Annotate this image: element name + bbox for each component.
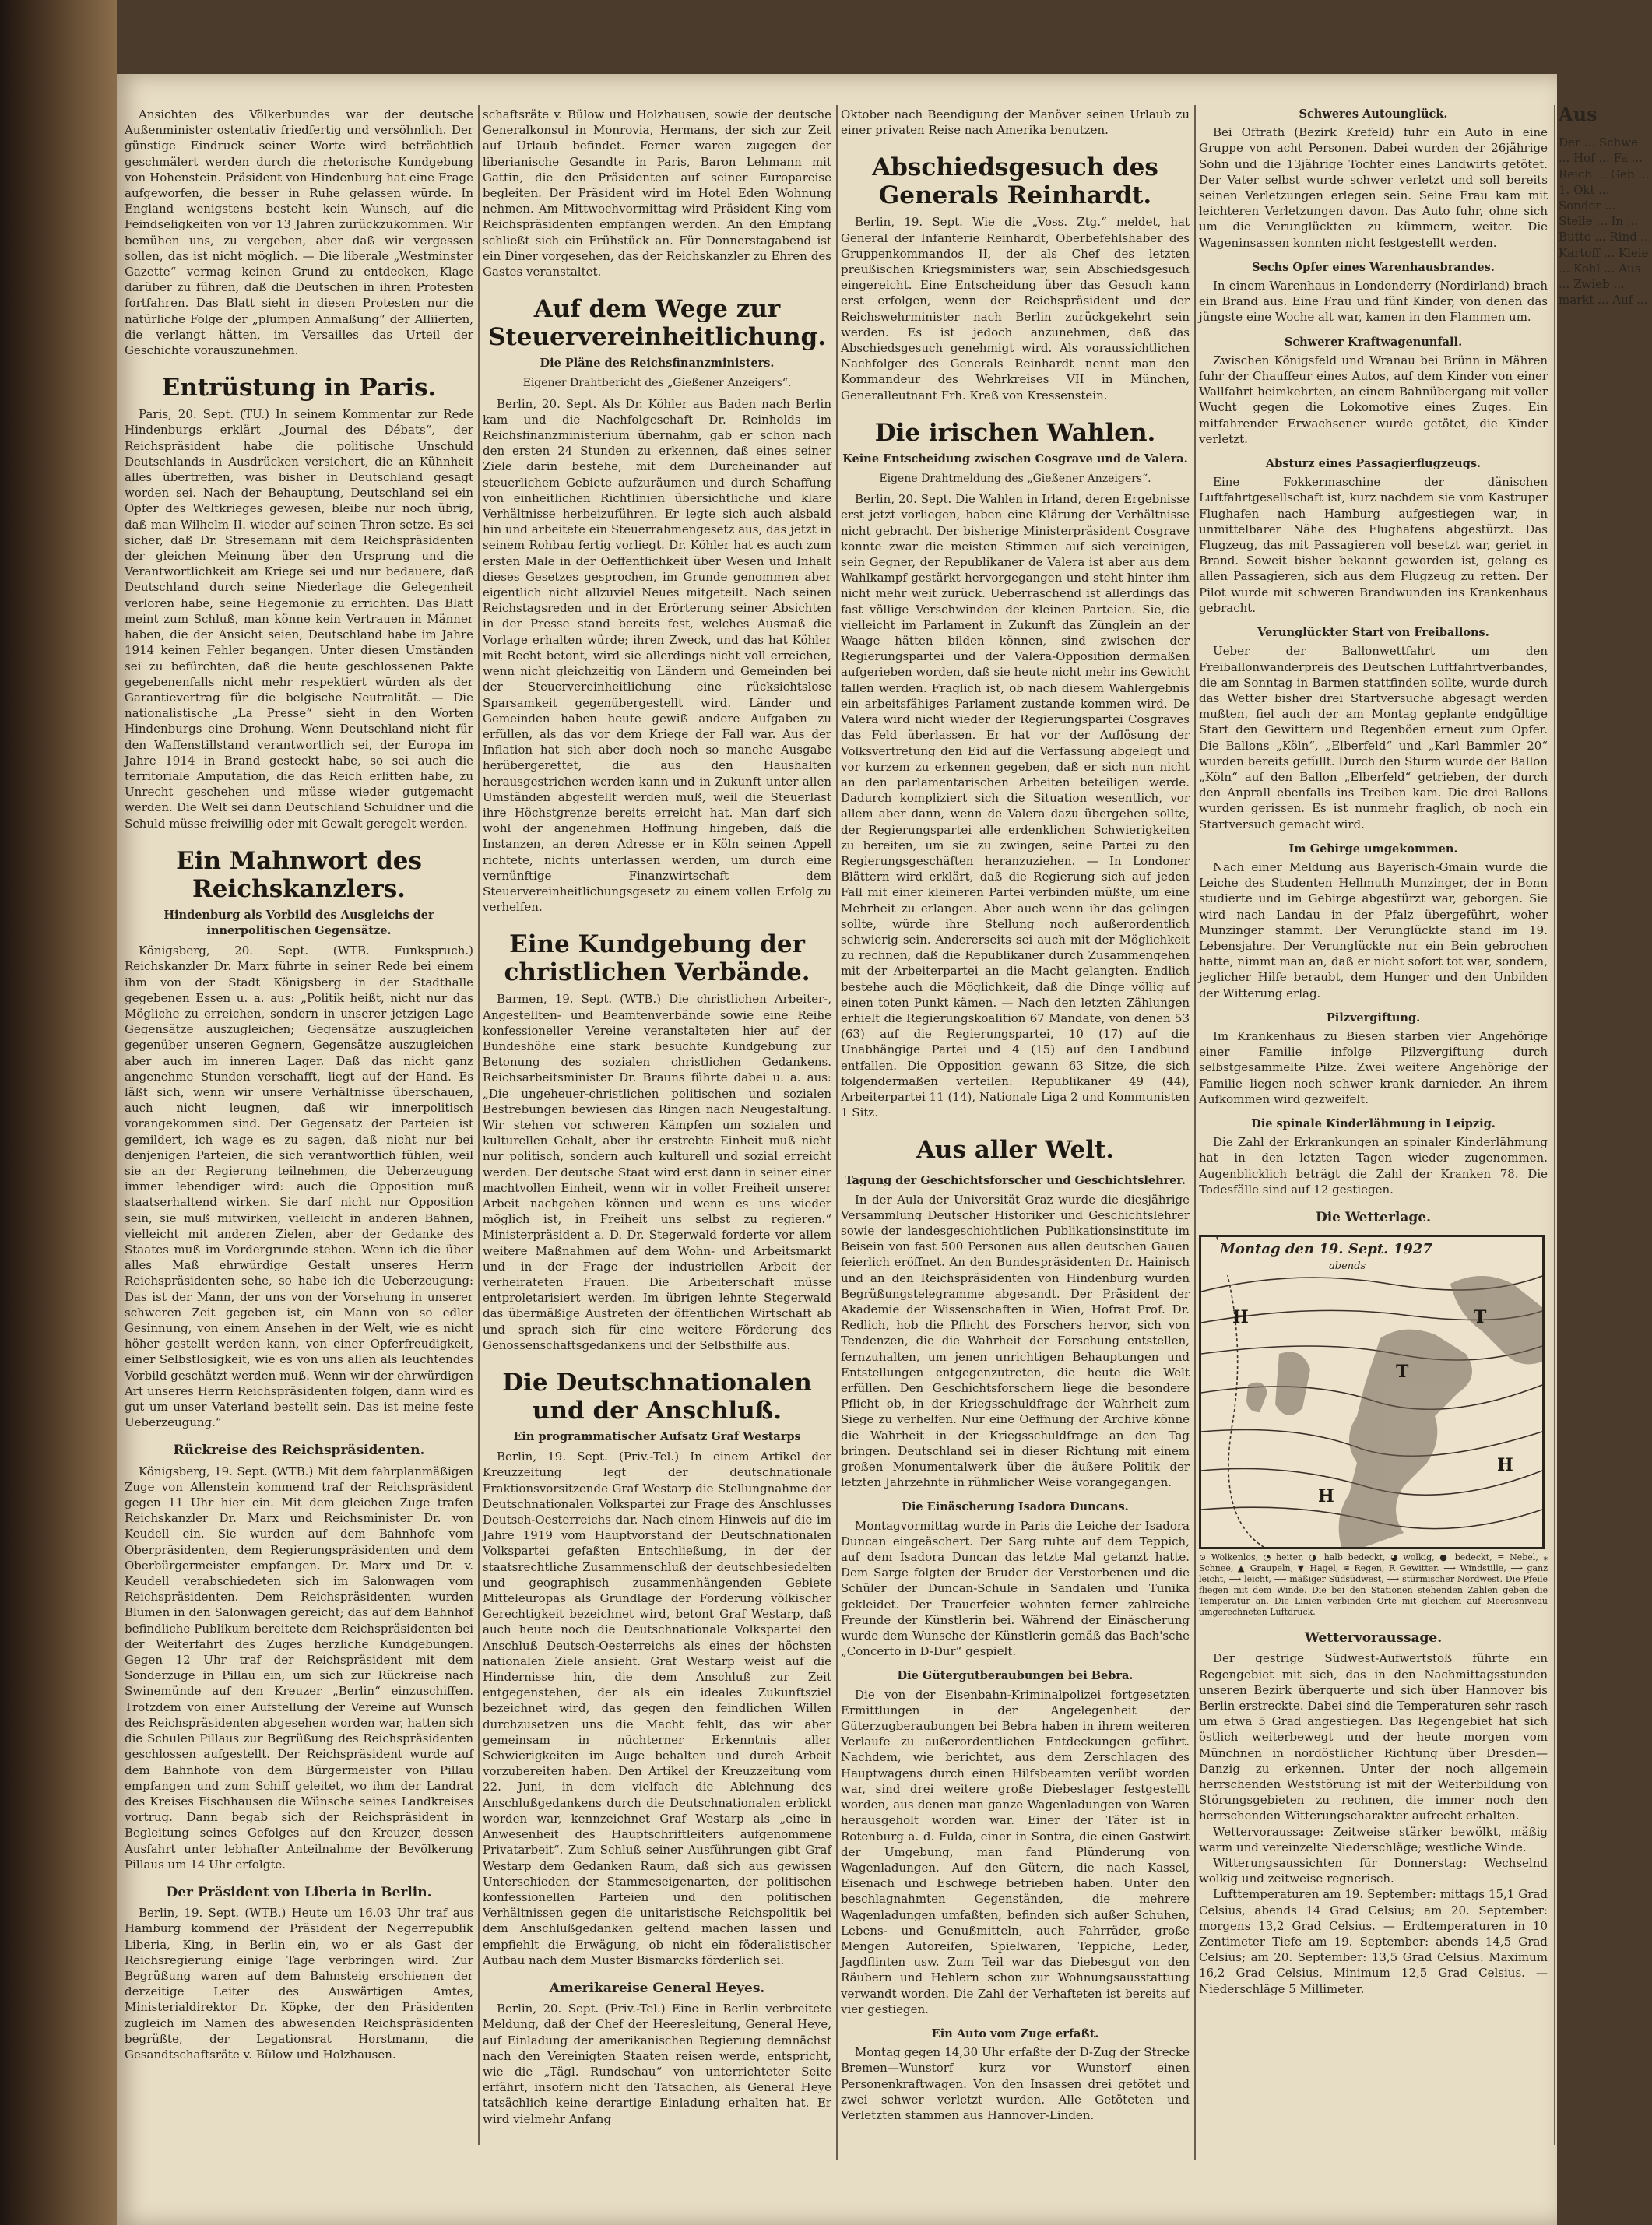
article-text: Paris, 20. Sept. (TU.) In seinem Kommentar zur Rede Hindenburgs erklärt „Journal des Débats“, der Reichspräsident habe die politische Unschuld Deutschlands in Ausdrücken versichert, die an Kühnheit alles übertreffen, was bisher in Deutschland gesagt worden sei. Nach der Behauptung, Deutschland sei ein Opfer des Weltkrieges gewesen, bleibe nur noch übrig, daß man Wilhelm II. wieder auf seinen Thron setze. Es sei sicher, daß Dr. Stresemann mit dem Reichspräsidenten der gleichen Meinung über den Ursprung und die Verantwortlichkeit am Kriege sei und nur bedauere, daß Deutschland durch seine Niederlage die Gelegenheit verloren habe, seine Hegemonie zu errichten. Das Blatt meint zum Schluß, man könne kein Vertrauen in Männer haben, die der Ansicht seien, Deutschland habe im Jahre 1914 keinen Fehler begangen. Unter diesen Umständen sei zu befürchten, daß die heute geschlossenen Pakte gegebenenfalls nicht mehr respektiert würden als der Garantievertrag für die belgische Neutralität. — Die nationalistische „La Presse“ sieht in den Worten Hindenburgs eine Drohung. Wenn Deutschland nicht für den Waffenstillstand verantwortlich sei, der Europa im Jahre 1914 in Brand gesteckt habe, so sei auch die territoriale Amputation, die das Reich erlitten habe, zu Unrecht geschehen und müsse wieder gutgemacht werden. Die Welt sei dann Deutschland Schuldner und die Schuld müsse freiwillig oder mit Gewalt geregelt werden.	[125, 407, 473, 831]
headline: Eine Kundgebung der christlichen Verbände.	[504, 930, 810, 987]
source-line: Eigene Drahtmeldung des „Gießener Anzeigers“.	[879, 473, 1151, 486]
article-text: Ueber der Ballonwettfahrt um den Freiballonwanderpreis des Deutschen Luftfahrtverbandes, die am Sonntag in Barmen stattfinden sollte, wurde durch das Wetter bisher drei Startversuche abgesagt werden mußten, fiel auch der am Montag geplante endgültige Start den Gewittern und Regenböen erneut zum Opfer. Die Ballons „Köln“, „Elberfeld“ und „Karl Bammler 20“ wurden bereits gefüllt. Durch den Sturm wurde der Ballon „Köln“ auf den Ballon „Elberfeld“ getrieben, der durch den Anprall ebenfalls ins Treiben kam. Die drei Ballons wurden gerissen. Es ist nunmehr fraglich, ob noch ein Startversuch gemacht wird.	[1199, 644, 1548, 831]
article-text: Lufttemperaturen am 19. September: mittags 15,1 Grad Celsius, abends 14 Grad Celsius; am 20. September: morgens 13,2 Grad Celsius. — Erdtemperaturen in 10 Zentimeter Tiefe am 19. September: abends 14,5 Grad Celsius; am 20. September: 13,5 Grad Celsius. Maximum 16,2 Grad Celsius, Minimum 12,5 Grad Celsius. — Niederschläge 5 Millimeter.	[1199, 1887, 1548, 1996]
article-text: Bei Oftrath (Bezirk Krefeld) fuhr ein Auto in eine Gruppe von acht Personen. Dabei wurden der 26jährige Sohn und die 13jährige Tochter eines Landwirts getötet. Der Vater selbst wurde schwer verletzt und soll bereits seinen Verletzungen erlegen sein. Seine Frau kam mit leichteren Verletzungen davon. Das Auto fuhr, ohne sich um die Verunglückten zu kümmern, weiter. Die Wageninsassen konnten nicht festgestellt werden.	[1199, 125, 1548, 250]
article-text: Königsberg, 19. Sept. (WTB.) Mit dem fahrplanmäßigen Zuge von Allenstein kommend traf der Reichspräsident gegen 11 Uhr hier ein. Mit dem gleichen Zuge trafen Reichskanzler Dr. Marx und Reichsminister Dr. von Keudell ein. Sie wurden auf dem Bahnhofe vom Oberpräsidenten, dem Regierungspräsidenten und dem Oberbürgermeister empfangen. Dr. Marx und Dr. v. Keudell verabschiedeten sich im Salonwagen vom Reichspräsidenten. Dem Reichspräsidenten wurden Blumen in den Salonwagen gereicht; das auf dem Bahnhof befindliche Publikum bereitete dem Reichspräsidenten bei der Weiterfahrt des Zuges herzliche Kundgebungen. Gegen 12 Uhr traf der Reichspräsident mit dem Sonderzuge in Pillau ein, um sich zur Rückreise nach Swinemünde auf den Kreuzer „Berlin“ einzuschiffen. Trotzdem von einer Aufstellung der Vereine auf Wunsch des Reichspräsidenten abgesehen worden war, hatten sich die Schulen Pillaus zur Begrüßung des Reichspräsidenten geschlossen aufgestellt. Der Reichspräsident wurde auf dem Bahnhofe von dem Bürgermeister von Pillau empfangen und zum Schiff geleitet, wo ihm der Landrat des Kreises Fischhausen die Wünsche seines Landkreises vortrug. Dann begab sich der Reichspräsident in Begleitung seines Gefolges auf den Kreuzer, dessen Ausfahrt unter lebhafter Anteilnahme der Bevölkerung Pillaus um 14 Uhr erfolgte.	[125, 1464, 473, 1872]
subheadline: Keine Entscheidung zwischen Cosgrave und de Valera.	[842, 452, 1188, 466]
column-rule	[1554, 105, 1555, 2145]
column-rule	[478, 105, 480, 2145]
book-binding-gutter	[0, 0, 117, 2225]
article-text: Ansichten des Völkerbundes war der deutsche Außenminister ostentativ friedfertig und versöhnlich. Der günstige Eindruck seiner Worte wird beträchtlich geschmälert werden durch die rhetorische Kundgebung von Hohenstein. Präsident von Hindenburg hat eine Frage aufgeworfen, die besser in Ruhe gelassen würde. In England wenigstens besteht kein Wunsch, auf die Feindseligkeiten von vor 13 Jahren zurückzukommen. Wir bemühen uns, zu vergeben, aber daß wir vergessen sollen, das ist nicht möglich. — Die liberale „Westminster Gazette“ vermag keinen Grund zu entdecken, Klage darüber zu führen, daß die Deutschen in ihren Protesten fortfahren. Das Blatt sieht in diesen Protesten nur die natürliche Folge der „plumpen Anmaßung“ der Alliierten, die verlangt hätten, im Versailles das Urteil der Geschichte vorauszunehmen.	[125, 107, 473, 358]
article-text: Berlin, 20. Sept. Als Dr. Köhler aus Baden nach Berlin kam und die Nachfolgeschaft Dr. Reinholds im Reichsfinanzministerium übernahm, gab er schon nach den ersten 24 Stunden zu erkennen, daß eines seiner Ziele darin bestehe, mit dem Durcheinander auf steuerlichem Gebiete aufzuräumen und durch Schaffung von einheitlichen Richtlinien übersichtliche und klare Verhältnisse herbeizuführen. Er legte sich auch alsbald hin und arbeitete ein Steuerrahmengesetz aus, das jetzt in seinem Rohbau fertig vorliegt. Dr. Köhler hat es auch zum ersten Male in der Oeffentlichkeit über Wesen und Inhalt dieses Gesetzes gesprochen, im Grunde genommen aber eigentlich nicht allzuviel Neues mitgeteilt. Nach seinen Reichstagsreden und in der Erörterung seiner Absichten in der Presse stand bereits fest, welches Ausmaß die Vorlage erhalten würde; ihren Zweck, und das hat Köhler mit Recht betont, wird sie allerdings nicht voll erreichen, wenn nicht gleichzeitig von Ländern und Gemeinden bei der Steuervereinheitlichung eine rücksichtslose Sparsamkeit gegenübergestellt wird. Länder und Gemeinden haben heute gewiß andere Aufgaben zu erfüllen, als das vor dem Kriege der Fall war. Aus der Inflation hat sich aber doch noch so manche Ausgabe herübergerettet, die aus den Haushalten herausgestrichen werden kann und in Zukunft unter allen Umständen abgestellt werden muß, weil die Steuerlast ihre Höchstgrenze bereits erreicht hat. Man darf sich wohl der angenehmen Hoffnung hingeben, daß die Instanzen, an deren Adresse er in Köln seinen Appell richtete, nichts unterlassen werden, um durch eine vernünftige Finanzwirtschaft dem Steuervereinheitlichungsgesetz zu einem vollen Erfolg zu verhelfen.	[483, 396, 831, 915]
column-rule	[836, 105, 838, 2160]
svg-text:H: H	[1318, 1486, 1334, 1507]
article-text: Berlin, 20. Sept. (Priv.-Tel.) Eine in Berlin verbreitete Meldung, daß der Chef der Heeresleitung, General Heye, auf Einladung der amerikanischen Regierung demnächst nach den Vereinigten Staaten reisen werde, entspricht, wie die „Tägl. Rundschau“ von unterrichteter Seite erfährt, insofern nicht den Tatsachen, als General Heye tatsächlich keine derartige Einladung erhalten hat. Er wird vielmehr Anfang	[483, 2002, 831, 2126]
article-text: Im Krankenhaus zu Biesen starben vier Angehörige einer Familie infolge Pilzvergiftung durch selbstgesammelte Pilze. Zwei weitere Angehörige der Familie liegen noch schwer krank darnieder. An ihrem Aufkommen wird gezweifelt.	[1199, 1028, 1548, 1106]
column-3	[841, 107, 1190, 2193]
headline: Aus aller Welt.	[916, 1136, 1115, 1165]
section-title: Sechs Opfer eines Warenhausbrandes.	[1252, 260, 1495, 274]
article-text: In der Aula der Universität Graz wurde die diesjährige Versammlung Deutscher Historiker und Geschichtslehrer sowie der landesgeschichtlichen Publikationsinstitute im Beisein von fast 500 Personen aus allen deutschen Gauen feierlich eröffnet. An den Bundespräsidenten Dr. Hainisch und an den Reichspräsidenten von Hindenburg wurden Begrüßungstelegramme abgesandt. Der Präsident der Akademie der Wissenschaften in Wien, Hofrat Prof. Dr. Redlich, hob die Pflicht des Forschers hervor, sich von Tendenzen, die die Wahrheit der Forschung entstellen, fernzuhalten, um jenen unrichtigen Behauptungen und Entstellungen entgegenzutreten, die heute die Welt erfüllen. Den Geschichtsforschern liege die besondere Pflicht ob, in der Kriegsschuldfrage der Wahrheit zum Siege zu verhelfen. Nur eine Oeffnung der Archive könne die Wahrheit in der Kriegsschuldfrage an den Tag bringen. Deutschland sei in dieser Richtung mit einem großen Monumentalwerk über die äußere Politik der letzten Jahrzehnte in rühmlicher Weise vorangegangen.	[841, 1192, 1190, 1490]
article-text: Nach einer Meldung aus Bayerisch-Gmain wurde die Leiche des Studenten Hellmuth Munzinger, der in Bonn studierte und im Gebirge abgestürzt war, geborgen. Sie wird nach Landau in der Pfalz übergeführt, woher Munzinger stammt. Der Verunglückte stand im 19. Lebensjahre. Der Verunglückte nur ein Bein gebrochen hatte, nimmt man an, daß er nicht sofort tot war, sondern, jeglicher Hilfe beraubt, dem Hunger und den Unbilden der Witterung erlag.	[1199, 859, 1548, 1000]
article-text: In einem Warenhaus in Londonderry (Nordirland) brach ein Brand aus. Eine Frau und fünf Kinder, von denen das jüngste eine Woche alt war, kamen in den Flammen um.	[1199, 279, 1548, 325]
source-line: Eigener Drahtbericht des „Gießener Anzeigers“.	[522, 377, 792, 390]
headline: Entrüstung in Paris.	[161, 374, 437, 402]
section-title: Pilzvergiftung.	[1326, 1011, 1421, 1025]
newspaper-page	[117, 74, 1652, 2225]
section-title: Die Einäscherung Isadora Duncans.	[902, 1500, 1129, 1514]
section-title: Schwerer Kraftwagenunfall.	[1284, 335, 1463, 349]
weather-map	[1199, 1235, 1545, 1549]
headline: Rückreise des Reichspräsidenten.	[173, 1443, 425, 1459]
article-text: Barmen, 19. Sept. (WTB.) Die christlichen Arbeiter-, Angestellten- und Beamtenverbände sowie eine Reihe konfessioneller Vereine veranstalteten hier auf der Bundeshöhe eine stark besuchte Kundgebung zur Betonung des sozialen christlichen Gedankens. Reichsarbeitsminister Dr. Brauns führte dabei u. a. aus: „Die ungeheuer-christlichen politischen und sozialen Bestrebungen bewiesen das Ringen nach Neugestaltung. Wir stehen vor schweren Kämpfen um sozialen und kulturellen Gehalt, aber ihr erstrebte Einheit muß nicht nur politisch, sondern auch kulturell und sozial erreicht werden. Der deutsche Staat wird erst dann in seiner einer machtvollen Einheit, wenn wir in voller Freiheit unserer Arbeit nachgehen können und wenn es uns wieder möglich ist, in Freiheit uns selbst zu regieren.“ Ministerpräsident a. D. Dr. Stegerwald forderte vor allem weitere Maßnahmen auf dem Wohn- und Arbeitsmarkt und in der Frage der industriellen Arbeit der verheirateten Frauen. Die Arbeiterschaft müsse entproletarisiert werden. Im übrigen lehnte Stegerwald das übermäßige Austreten der öffentlichen Wirtschaft ab und sprach sich für eine weitere Förderung des Genossenschaftsgedankens und der Selbsthilfe aus.	[483, 992, 831, 1352]
column-4	[1199, 107, 1548, 2146]
headline: Amerikareise General Heyes.	[549, 1980, 765, 1996]
subheadline: Ein programmatischer Aufsatz Graf Westarps	[513, 1430, 801, 1444]
headline: Die Wetterlage.	[1315, 1210, 1432, 1225]
headline: Aus	[1559, 103, 1598, 125]
article-text: Oktober nach Beendigung der Manöver seinen Urlaub zu einer privaten Reise nach Amerika benutzen.	[841, 107, 1190, 138]
article-text: Zwischen Königsfeld und Wranau bei Brünn in Mähren fuhr der Chauffeur eines Autos, auf dem Kinder von einer Wallfahrt heimkehrten, an einem Bahnübergang mit voller Wucht gegen die Lokomotive eines Zuges. Ein mitfahrender Erwachsener wurde getötet, die Kinder verletzt.	[1199, 353, 1548, 446]
article-text: Eine Fokkermaschine der dänischen Luftfahrtgesellschaft ist, kurz nachdem sie vom Kastruper Flughafen nach Hamburg aufgestiegen war, in unmittelbarer Nähe des Flughafens abgestürzt. Das Flugzeug, das mit Passagieren voll besetzt war, geriet in Brand. Soweit bisher bekannt geworden ist, gelang es allen Passagieren, sich aus dem Flugzeug zu retten. Der Pilot wurde mit schweren Brandwunden ins Krankenhaus gebracht.	[1199, 475, 1548, 615]
svg-text:H: H	[1497, 1455, 1513, 1476]
article-text: Berlin, 19. Sept. (Priv.-Tel.) In einem Artikel der Kreuzzeitung legt der deutschnationale Fraktionsvorsitzende Graf Westarp die Stellungnahme der Deutschnationalen Volkspartei zur Frage des Anschlusses Deutsch-Oesterreichs dar. Nach einem Hinweis auf die im Jahre 1919 vom Hauptvorstand der Deutschnationalen Volkspartei gefaßten Entschließung, in der der staatsrechtliche Zusammenschluß der deutschbesiedelten und geographisch zusammenhängenden Gebiete Mitteleuropas als Grundlage der Forderung völkischer Gerechtigkeit bezeichnet wird, betont Graf Westarp, daß auch heute noch die Deutschnationale Volkspartei den Anschluß Deutsch-Oesterreichs als eines der höchsten nationalen Ziele ansieht. Graf Westarp weist auf die Hindernisse hin, die dem Anschluß zur Zeit entgegenstehen, der als ein ideales Zukunftsziel bezeichnet wird, das gegen den feindlichen Willen durchzusetzen uns die Macht fehlt, das wir aber gemeinsam in nüchterner Erkenntnis aller Schwierigkeiten im Auge behalten und durch Arbeit vorzubereiten haben. Den Artikel der Kreuzzeitung vom 22. Juni, in dem vielfach die Ablehnung des Anschlußgedankens durch die Deutschnationalen erblickt worden war, kennzeichnet Graf Westarp als „eine in Anwesenheit des Hauptschriftleiters aufgenommene Privatarbeit“. Zum Schluß seiner Ausführungen gibt Graf Westarp dem Gedanken Raum, daß sich aus gewissen Unterschieden der Stammeseigenarten, der politischen konfessionellen Parteien und den politischen Verhältnissen gegen die unitaristische Reichspolitik bei dem Anschlußgedanken geltend machen lassen und empfiehlt die Erwägung, ob nicht ein föderalistischer Aufbau nach dem Muster Bismarcks förderlich sei.	[483, 1450, 831, 1967]
headline: Abschiedsgesuch des Generals Reinhardt.	[872, 153, 1158, 210]
svg-text:T: T	[1396, 1362, 1409, 1383]
section-title: Im Gebirge umgekommen.	[1288, 842, 1458, 856]
weather-map-legend: ⊙ Wolkenlos, ◔ heiter, ◑ halb bedeckt, ◕ wolkig, ● bedeckt, ≡ Nebel, ⁎ Schnee, ▲ Graupeln, ▼ Hagel, ≋ Regen, R Gewitter. ⟶ Windstille, ⟶ ganz leicht, ⟶ leicht, ⟶ mäßiger Südsüdwest, ⟶ stürmischer Nordwest. Die Pfeile fliegen mit dem Winde. Die bei den Stationen stehenden Zahlen geben die Temperatur an. Die Linien verbinden Orte mit gleichem auf Meeresniveau umgerechneten Luftdruck.	[1199, 1552, 1548, 1618]
column-2	[483, 107, 831, 2146]
headline: Der Präsident von Liberia in Berlin.	[166, 1884, 432, 1900]
article-text: Der ... Schwe ... Hof ... Fa ... Reich ... Geb ... 1. Okt ... Sonder ... Stelle ... In ... Butte ... Rind ... Kartoff ... Kleie ... Kohl ... Aus ... Zwieb ... markt ... Auf ...	[1559, 135, 1652, 308]
article-text: Montagvormittag wurde in Paris die Leiche der Isadora Duncan eingeäschert. Der Sarg ruhte auf dem Teppich, auf dem Isadora Duncan das letzte Mal getanzt hatte. Dem Sarge folgten der Bruder der Verstorbenen und die Schüler der Duncan-Schule in Sandalen und Tunika gekleidet. Der Trauerfeier wohnten ferner zahlreiche Freunde der Künstlerin bei. Während der Einäscherung wurde dem Wunsche der Künstlerin gemäß das Bach'sche „Concerto in D-Dur“ gespielt.	[841, 1518, 1190, 1659]
article-text: Wettervoraussage: Zeitweise stärker bewölkt, mäßig warm und vereinzelte Niederschläge; westliche Winde.	[1199, 1824, 1548, 1854]
section-title: Verunglückter Start von Freiballons.	[1257, 626, 1489, 640]
article-text: Königsberg, 20. Sept. (WTB. Funkspruch.) Reichskanzler Dr. Marx führte in seiner Rede bei einem ihm von der Stadt Königsberg in der Stadthalle gegebenen Essen u. a. aus: „Politik heißt, nicht nur das Mögliche zu erreichen, sondern in unserer jetzigen Lage Gegensätze auszugleichen; Gegensätze auszugleichen gegenüber unseren Gegnern, Gegensätze auszugleichen aber auch im inneren Lager. Daß das nicht ganz angenehme Stunden verschafft, liegt auf der Hand. Es läßt sich, wenn wir unsere Verhältnisse überschauen, auch nicht leugnen, daß wir innerpolitisch vorangekommen sind. Der Gegensatz der Parteien ist gemildert, ich wage es zu sagen, daß nicht nur bei denjenigen Parteien, die sich verantwortlich fühlen, weil sie an der Regierung teilnehmen, die Ueberzeugung immer lebendiger wird: auch die Opposition muß staatserhaltend wirken. Sie darf nicht nur Opposition sein, sie muß mitwirken, vielleicht in anderen Bahnen, vielleicht mit anderen Zielen, aber der Gedanke des Staates muß im Vordergrunde stehen. Wenn ich die über alles Maß ehrwürdige Gestalt unseres Herrn Reichspräsidenten sehe, so habe ich die Ueberzeugung: Das ist der Mann, der uns von der Vorsehung in unserer schweren Zeit gegeben ist, ein Mann von so edler Gesinnung, von einem Ansehen in der Welt, wie es nicht höher gestellt werden kann, von einer Opferfreudigkeit, einer Selbstlosigkeit, wie es von uns allen als leuchtendes Vorbild geschätzt werden muß. Wenn wir der ehrwürdigen Art unseres Herrn Reichspräsidenten folgen, dann wird es gut um unser Vaterland bestellt sein. Das ist meine feste Ueberzeugung.“	[125, 944, 473, 1430]
section-title: Die Gütergutberaubungen bei Bebra.	[897, 1669, 1134, 1683]
headline: Auf dem Wege zur Steuervereinheitlichung.	[488, 295, 826, 352]
article-text: Berlin, 19. Sept. Wie die „Voss. Ztg.“ meldet, hat General der Infanterie Reinhardt, Oberbefehlshaber des Gruppenkommandos II, der als Chef des letzten preußischen Kriegsministers war, sein Abschiedsgesuch eingereicht. Eine Entscheidung über das Gesuch kann erst erfolgen, wenn der Reichspräsident und der Reichswehrminister nach Berlin zurückgekehrt sein werden. Es ist jedoch anzunehmen, daß das Abschiedsgesuch genehmigt wird. Als voraussichtlichen Nachfolger des Generals Reinhardt nennt man den Kommandeur des Wehrkreises VII in München, Generalleutnant Frh. Kreß von Kressenstein.	[841, 215, 1190, 402]
section-title: Schweres Autounglück.	[1299, 107, 1448, 121]
article-text: Witterungsaussichten für Donnerstag: Wechselnd wolkig und zeitweise regnerisch.	[1199, 1856, 1548, 1886]
column-1	[125, 107, 473, 2146]
headline: Wettervoraussage.	[1304, 1630, 1443, 1647]
subheadline: Die Pläne des Reichsfinanzministers.	[540, 357, 775, 371]
article-text: Die Zahl der Erkrankungen an spinaler Kinderlähmung hat in den letzten Tagen wieder zugenommen. Augenblicklich beträgt die Zahl der Kranken 78. Die Todesfälle sind auf 12 gestiegen.	[1199, 1135, 1548, 1197]
headline: Die irischen Wahlen.	[874, 418, 1156, 447]
article-text: Berlin, 20. Sept. Die Wahlen in Irland, deren Ergebnisse erst jetzt vorliegen, haben eine Klärung der Verhältnisse nicht gebracht. Der bisherige Ministerpräsident Cosgrave konnte zwar die meisten Stimmen auf sich vereinigen, sein Gegner, der Republikaner de Valera ist aber aus dem Wahlkampf gestärkt hervorgegangen und steht hinter ihm nicht mehr weit zurück. Ueberraschend ist allerdings das fast völlige Verschwinden der kleinen Parteien. Sie, die vielleicht im Parlament in Zukunft das Zünglein an der Waage hätten bilden können, sind zwischen der Regierungspartei und der Valera-Opposition dermaßen aufgerieben worden, daß sie heute nicht mehr ins Gewicht fallen werden. Fraglich ist, ob nach diesem Wahlergebnis ein arbeitsfähiges Parlament zustande kommen wird. De Valera wird nicht wieder der Regierungspartei Cosgraves das Feld überlassen. Er hat vor der Auflösung der Volksvertretung den Eid auf die Verfassung abgelegt und vor kurzem zu erkennen gegeben, daß er sich nun nicht an den parlamentarischen Arbeiten beteiligen werde. Dadurch kompliziert sich die Situation wesentlich, vor allem aber dann, wenn de Valera dazu übergehen sollte, der Regierungspartei alle erdenklichen Schwierigkeiten zu bereiten, um sie zu zwingen, seine Partei zu den Regierungsgeschäften heranzuziehen. — In Londoner Blättern wird erklärt, daß die Regierung sich auf jeden Fall mit einer kleineren Partei verbinden müßte, um eine Mehrheit zu erlangen. Aber auch wenn ihr das gelingen sollte, würde ihre Stellung noch außerordentlich schwierig sein. Andererseits sei auch mit der Möglichkeit zu rechnen, daß die Republikaner durch Zusammengehen mit der Arbeiterpartei an die Macht gelangten. Endlich bestehe auch die Möglichkeit, daß die Dinge völlig auf einen toten Punkt kämen. — Nach den letzten Zählungen erhielt die Regierungskoalition 67 Mandate, von denen 53 (63) auf die Regierungspartei, 10 (17) auf die Unabhängige Partei und 4 (15) auf den Landbund entfallen. Die Opposition gewann 63 Sitze, die sich folgendermaßen verteilen: Republikaner 49 (44), Arbeiterpartei 11 (14), Nationale Liga 2 und Kommunisten 1 Sitz.	[841, 492, 1190, 1120]
svg-text:H: H	[1232, 1307, 1249, 1328]
section-title: Die spinale Kinderlähmung in Leipzig.	[1251, 1116, 1496, 1130]
section-title: Absturz eines Passagierflugzeugs.	[1265, 457, 1482, 471]
section-title: Tagung der Geschichtsforscher und Geschichtslehrer.	[845, 1174, 1186, 1188]
column-5-partial	[1559, 103, 1652, 2146]
subheadline: Hindenburg als Vorbild des Ausgleichs der innerpolitischen Gegensätze.	[163, 908, 434, 937]
svg-text:T: T	[1474, 1307, 1487, 1328]
section-title: Ein Auto vom Zuge erfaßt.	[931, 2026, 1099, 2040]
article-text: Der gestrige Südwest-Aufwertstoß führte ein Regengebiet mit sich, das in den Nachmittagsstunden unseren Bezirk überquerte und sich über Hannover bis Berlin erstreckte. Dabei sind die Temperaturen sehr rasch um etwa 5 Grad angestiegen. Das Regengebiet hat sich östlich weiterbewegt und der heute morgen vom Münchnen in nordöstlicher Richtung über Dresden—Danzig zu erkennen. Unter der noch allgemein herrschenden Weststörung ist mit der Weiterbildung von Störungsgebieten zu rechnen, die immer noch den herrschenden Witterungscharakter aufrecht erhalten.	[1199, 1651, 1548, 1823]
article-text: schaftsräte v. Bülow und Holzhausen, sowie der deutsche Generalkonsul in Monrovia, Hermans, der sich zur Zeit auf Urlaub befindet. Ferner waren zugegen der liberianische Gesandte in Paris, Baron Lehmann mit Gattin, die den Präsidenten auf seiner Europareise begleiten. Der Präsident wird im Hotel Eden Wohnung nehmen. Am Mittwochvormittag wird Präsident King vom Reichspräsidenten empfangen werden. An den Empfang schließt sich ein Frühstück an. Für Donnerstagabend ist ein Diner vorgesehen, das der Reichskanzler zu Ehren des Gastes veranstaltet.	[483, 107, 831, 279]
column-rule	[1194, 105, 1196, 2160]
article-text: Montag gegen 14,30 Uhr erfaßte der D-Zug der Strecke Bremen—Wunstorf kurz vor Wunstorf einen Personenkraftwagen. Von den Insassen drei getötet und zwei schwer verletzt wurden. Alle Getöteten und Verletzten stammen aus Hannover-Linden.	[841, 2045, 1190, 2122]
article-text: Berlin, 19. Sept. (WTB.) Heute um 16.03 Uhr traf aus Hamburg kommend der Präsident der Negerrepublik Liberia, King, in Berlin ein, wo er als Gast der Reichsregierung einige Tage verbringen wird. Zur Begrüßung waren auf dem Bahnsteig erschienen der derzeitige Leiter des Auswärtigen Amtes, Ministerialdirektor Dr. Köpke, der den Präsidenten zugleich im Namen des abwesenden Reichspräsidenten begrüßte, der Legationsrat Horstmann, die Gesandtschaftsräte v. Bülow und Holzhausen.	[125, 1906, 473, 2062]
headline: Die Deutschnationalen und der Anschluß.	[502, 1369, 812, 1425]
weather-map-title: Montag den 19. Sept. 1927 abends	[1217, 1242, 1436, 1274]
article-text: Die von der Eisenbahn-Kriminalpolizei fortgesetzten Ermittlungen in der Angelegenheit der Güterzugberaubungen bei Bebra haben in ihrem weiteren Verlaufe zu außerordentlichen Entdeckungen geführt. Nachdem, wie berichtet, aus dem Zerschlagen des Hauptwagens durch einen Hilfsbeamten verübt worden war, sind drei weitere große Diebeslager festgestellt worden, aus denen man ganze Wagenladungen von Waren herausgeholt worden war. Einer der Täter ist in Rotenburg a. d. Fulda, einer in Sontra, die einen Gastwirt der Umgebung, man fand Plünderung von Wagenladungen. Auf den Gütern, die nach Kassel, Eisenach und Eschwege betrieben haben. Unter den beschlagnahmten Gegenständen, die mehrere Wagenladungen umfaßten, befinden sich außer Schuhen, Lebens- und Genußmitteln, auch Fahrräder, große Mengen Autoreifen, Spielwaren, Teppiche, Leder, Jagdflinten usw. Zum Teil war das Diebesgut von den Räubern und Hehlern schon zur Wohnungsausstattung verwandt worden. Die Zahl der Verhafteten ist bereits auf vier gestiegen.	[841, 1687, 1190, 2016]
headline: Ein Mahnwort des Reichskanzlers.	[176, 846, 422, 903]
weather-map-drawing	[1201, 1237, 1542, 1547]
